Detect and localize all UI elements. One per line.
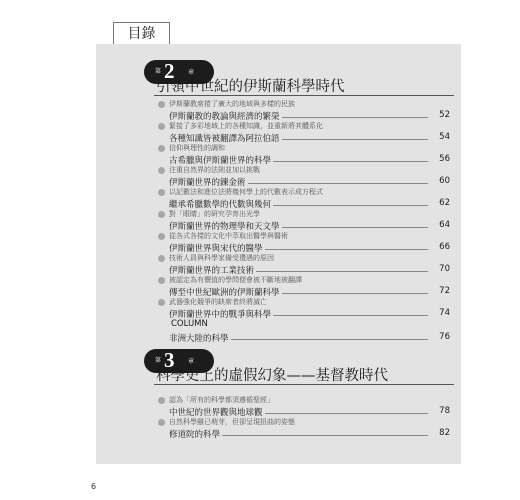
entry-lead: 注重自然界的法則並加以挑戰 bbox=[169, 166, 260, 174]
column-label: COLUMN bbox=[171, 319, 208, 329]
bullet-icon bbox=[158, 233, 165, 240]
chapter-suffix: 章 bbox=[188, 69, 195, 76]
bullet-icon bbox=[158, 419, 165, 426]
entry-title[interactable]: 傳至中世紀歐洲的伊斯蘭科學 bbox=[169, 288, 280, 298]
entry-page: 54 bbox=[436, 132, 450, 142]
bullet-icon bbox=[158, 397, 165, 404]
entry-page: 56 bbox=[436, 154, 450, 164]
entry-page: 70 bbox=[436, 264, 450, 274]
chapter-prefix: 第 bbox=[155, 68, 162, 75]
entry-page: 52 bbox=[436, 110, 450, 120]
bullet-icon bbox=[158, 101, 165, 108]
entry-lead: 信仰與理性的調和 bbox=[169, 144, 225, 152]
entry-lead: 認為「所有的科學都須遵循聖經」 bbox=[169, 396, 274, 404]
chapter-number: 2 bbox=[164, 59, 175, 83]
entry-lead: 以記數法和進位法將幾何學上的代數表示成方程式 bbox=[169, 188, 323, 196]
entry-lead: 從各式各樣的文化中萃取出醫學與醫術 bbox=[169, 232, 288, 240]
entry-title[interactable]: 伊斯蘭世界的鍊金術 bbox=[169, 178, 246, 188]
bullet-icon bbox=[158, 167, 165, 174]
column-title[interactable]: 非洲大陸的科學 bbox=[169, 334, 229, 344]
entry-page: 72 bbox=[436, 286, 450, 296]
chapter-3-rule bbox=[154, 384, 454, 385]
entry-title[interactable]: 繼承希臘數學的代數與幾何 bbox=[169, 200, 272, 210]
entry-lead: 對「眼睛」的研究孕育出光學 bbox=[169, 210, 260, 218]
toc-panel bbox=[96, 44, 461, 464]
entry-lead: 武器強化競爭的缺席者終將滅亡 bbox=[169, 298, 267, 306]
chapter-number: 3 bbox=[164, 348, 175, 372]
chapter-2-title: 引領中世紀的伊斯蘭科學時代 bbox=[156, 79, 345, 95]
entry-page: 64 bbox=[436, 220, 450, 230]
column-page: 76 bbox=[436, 332, 450, 342]
toc-tab bbox=[113, 22, 170, 45]
entry-page: 62 bbox=[436, 198, 450, 208]
bullet-icon bbox=[158, 145, 165, 152]
chapter-prefix: 第 bbox=[155, 357, 162, 364]
entry-lead: 伊斯蘭教席捲了廣大的地域與多樣的民族 bbox=[169, 100, 295, 108]
entry-lead: 緊接了多彩地域上的各種知識，並重新將其體系化 bbox=[169, 122, 323, 130]
bullet-icon bbox=[158, 189, 165, 196]
bullet-icon bbox=[158, 277, 165, 284]
chapter-2-rule bbox=[154, 95, 454, 96]
entry-page: 82 bbox=[436, 428, 450, 438]
entry-title[interactable]: 修道院的科學 bbox=[169, 430, 221, 440]
entry-lead: 技術人員與科學家備受禮遇的原因 bbox=[169, 254, 274, 262]
chapter-suffix: 章 bbox=[188, 358, 195, 365]
entry-title[interactable]: 各種知識皆被翻譯為阿拉伯語 bbox=[169, 134, 280, 144]
bullet-icon bbox=[158, 255, 165, 262]
bullet-icon bbox=[158, 211, 165, 218]
entry-lead: 被認定為有價值的學問便會被不斷地被翻譯 bbox=[169, 276, 302, 284]
chapter-3-title: 科學史上的虛假幻象——基督教時代 bbox=[156, 368, 388, 384]
toc-tab-label: 目錄 bbox=[127, 26, 156, 42]
entry-title[interactable]: 中世紀的世界觀與地球觀 bbox=[169, 408, 263, 418]
entry-page: 74 bbox=[436, 308, 450, 318]
entry-title[interactable]: 伊斯蘭世界與宋代的醫學 bbox=[169, 244, 263, 254]
entry-title[interactable]: 伊斯蘭世界的工業技術 bbox=[169, 266, 255, 276]
bullet-icon bbox=[158, 123, 165, 130]
bullet-icon bbox=[158, 299, 165, 306]
entry-title[interactable]: 伊斯蘭世界中的戰爭與科學 bbox=[169, 310, 272, 320]
entry-page: 60 bbox=[436, 176, 450, 186]
entry-title[interactable]: 伊斯蘭世界的物理學和天文學 bbox=[169, 222, 280, 232]
entry-title[interactable]: 古希臘與伊斯蘭世界的科學 bbox=[169, 156, 272, 166]
entry-page: 78 bbox=[436, 406, 450, 416]
entry-title[interactable]: 伊斯蘭教的教論與經濟的繁榮 bbox=[169, 112, 280, 122]
entry-lead: 自然科學雖已萌芽，但卻呈現扭曲的姿態 bbox=[169, 418, 295, 426]
entry-page: 66 bbox=[436, 242, 450, 252]
page-number: 6 bbox=[91, 482, 97, 491]
